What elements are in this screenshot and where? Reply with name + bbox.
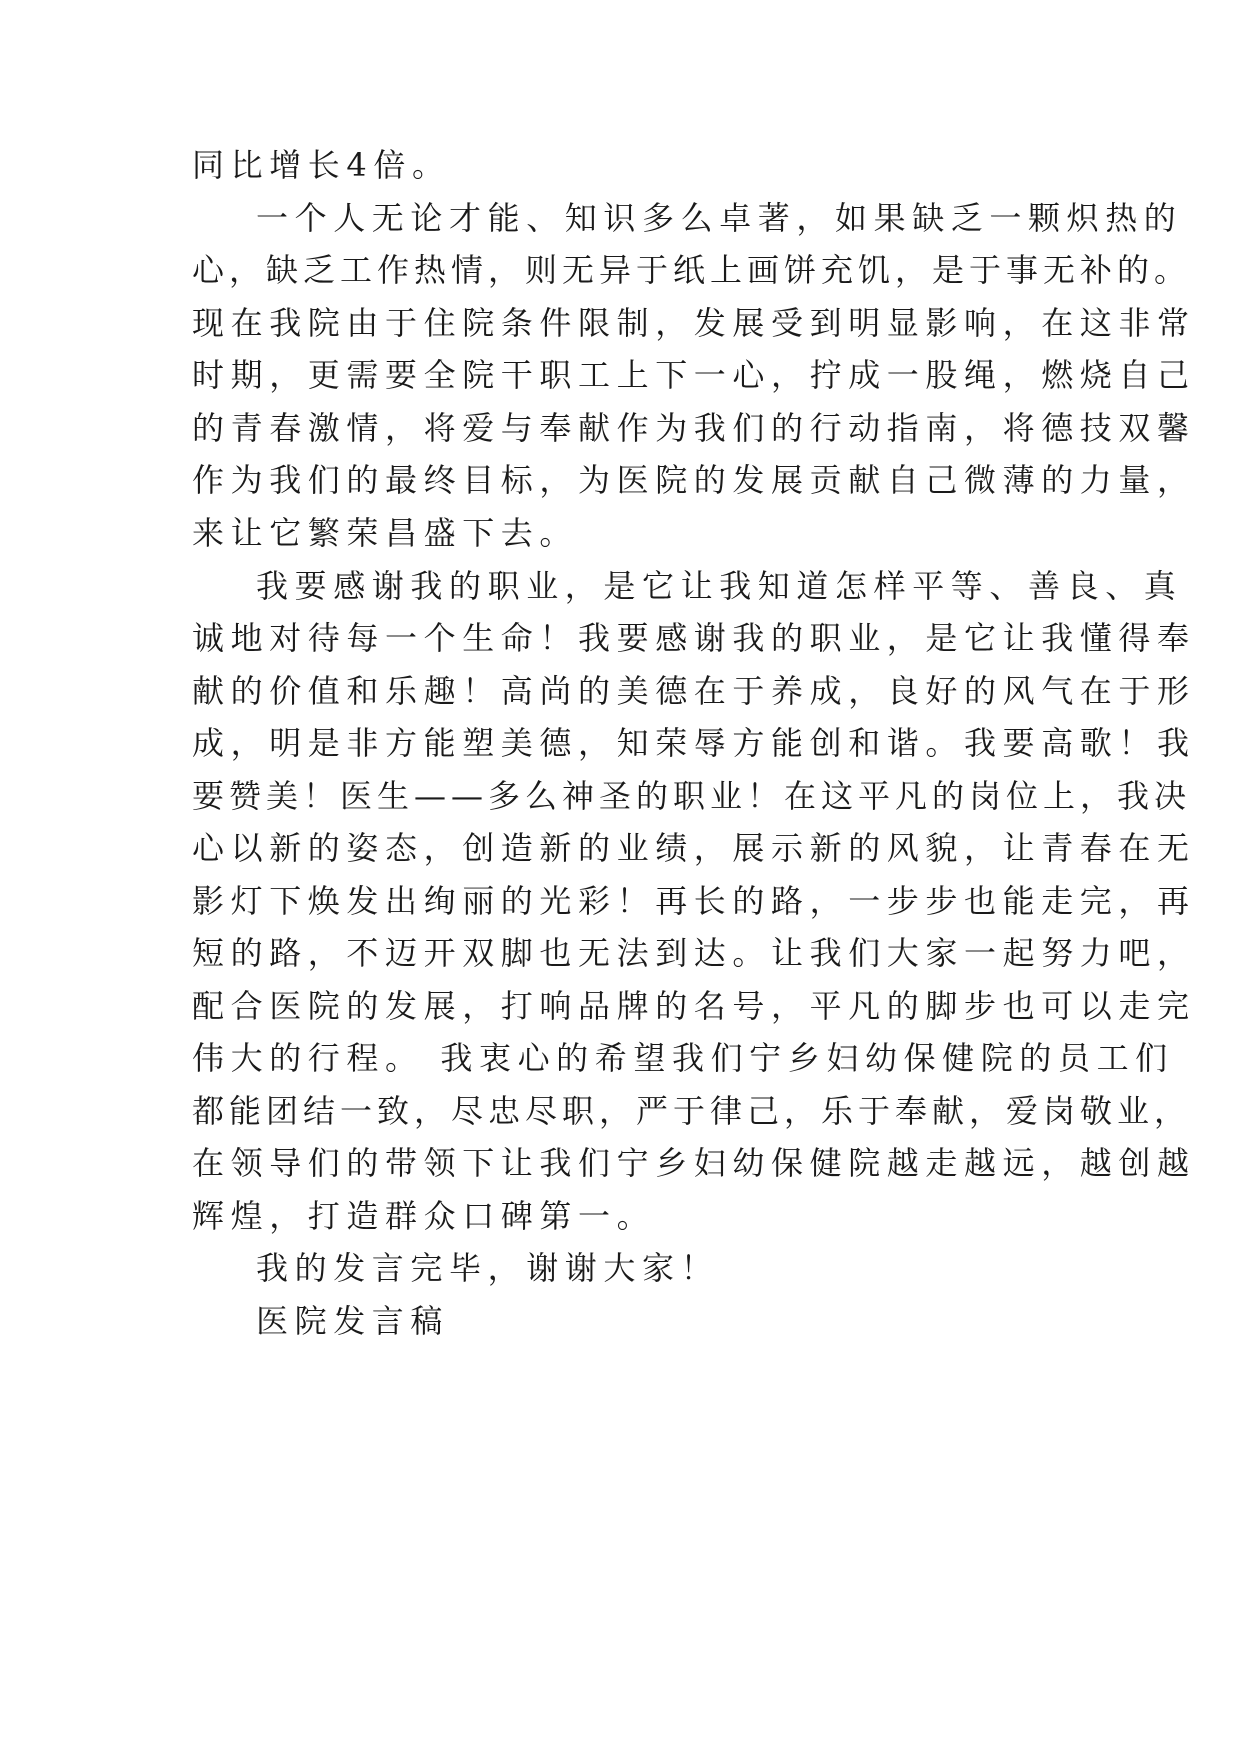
text-line: 辉煌，打造群众口碑第一。: [192, 1197, 656, 1235]
document-title-line: 医院发言稿: [256, 1302, 450, 1340]
text-line: 的青春激情，将爱与奉献作为我们的行动指南，将德技双馨: [192, 409, 1196, 447]
text-line: 配合医院的发展，打响品牌的名号，平凡的脚步也可以走完: [192, 987, 1196, 1025]
text-line: 作为我们的最终目标，为医院的发展贡献自己微薄的力量，: [192, 461, 1196, 499]
text-line: 心以新的姿态，创造新的业绩，展示新的风貌，让青春在无: [192, 829, 1196, 867]
text-line: 诚地对待每一个生命！我要感谢我的职业，是它让我懂得奉: [192, 619, 1196, 657]
text-line: 来让它繁荣昌盛下去。: [192, 514, 579, 552]
paragraph-start-line: 我要感谢我的职业，是它让我知道怎样平等、善良、真: [256, 567, 1183, 605]
text-line: 在领导们的带领下让我们宁乡妇幼保健院越走越远，越创越: [192, 1144, 1196, 1182]
text-line: 现在我院由于住院条件限制，发展受到明显影响，在这非常: [192, 304, 1196, 342]
text-line: 心，缺乏工作热情，则无异于纸上画饼充饥，是于事无补的。: [192, 251, 1192, 289]
text-line: 都能团结一致，尽忠尽职，严于律己，乐于奉献，爱岗敬业，: [192, 1092, 1192, 1130]
text-line: 要赞美！医生——多么神圣的职业！在这平凡的岗位上，我决: [192, 777, 1192, 815]
closing-line: 我的发言完毕，谢谢大家！: [256, 1249, 720, 1287]
text-line: 献的价值和乐趣！高尚的美德在于养成，良好的风气在于形: [192, 672, 1196, 710]
text-line: 时期，更需要全院干职工上下一心，拧成一股绳，燃烧自己: [192, 356, 1196, 394]
text-line: 成，明是非方能塑美德，知荣辱方能创和谐。我要高歌！我: [192, 724, 1196, 762]
text-line: 同比增长4倍。: [192, 146, 451, 184]
text-line: 短的路，不迈开双脚也无法到达。让我们大家一起努力吧，: [192, 934, 1196, 972]
text-line: 伟大的行程。 我衷心的希望我们宁乡妇幼保健院的员工们: [192, 1039, 1174, 1077]
paragraph-start-line: 一个人无论才能、知识多么卓著，如果缺乏一颗炽热的: [256, 199, 1183, 237]
text-line: 影灯下焕发出绚丽的光彩！再长的路，一步步也能走完，再: [192, 882, 1196, 920]
